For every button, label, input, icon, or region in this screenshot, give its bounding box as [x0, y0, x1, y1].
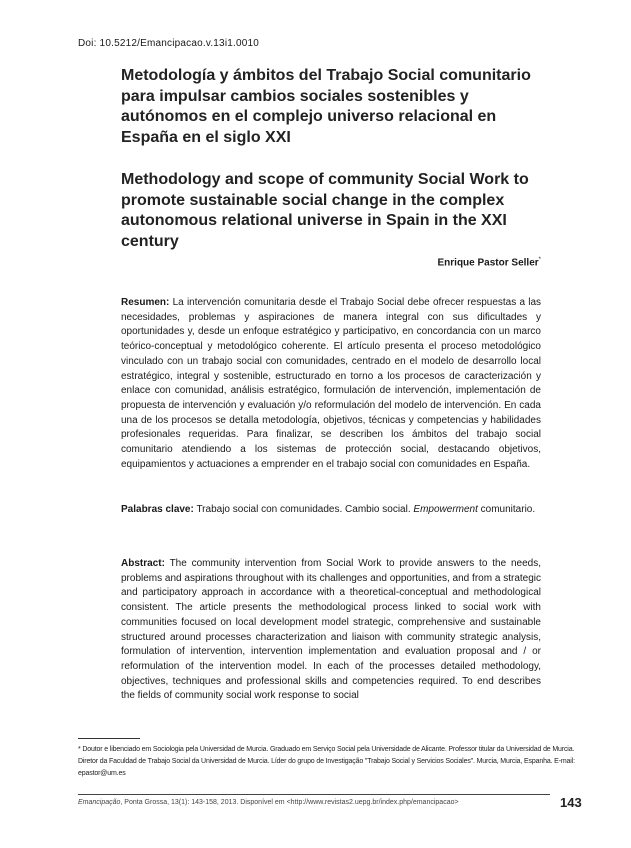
author-name: Enrique Pastor Seller: [437, 257, 539, 269]
keywords-paragraph: [121, 503, 541, 518]
author-line: [438, 257, 542, 268]
footer-citation: [78, 799, 459, 806]
abstract-label: Abstract:: [121, 558, 165, 569]
resumen-text: La intervención comunitaria desde el Trabajo Social debe ofrecer respuestas a las necesidades, problemas y aspiraciones de manera integral con sus dificultades y oportunidades y, desde un enfoque estratégico y participativo, en concordancia con un marco teórico-conceptual y metodológico coherente. El artículo presenta el proceso metodológico vinculado con un trabajo social con comunidades, centrado en el modelo de desarrollo local estratégico, integral y sostenible, estructurado en torno a los procesos de caracterización y enlace con comunidad, análisis estratégico, formulación de intervención, implementación de propuesta de intervención y evaluación y/o reformulación del modelo de intervención. En cada una de los procesos se detalla metodología, objetivos, técnicas y competencias y habilidades profesionales requeridas. Para finalizar, se describen los ámbitos del trabajo social comunitario atendiendo a los sistemas de protección social, destacando objetivos, equipamientos y actuaciones a emprender en el trabajo social con comunidades en España.: [121, 297, 542, 470]
keywords-text-end: comunitario.: [480, 504, 536, 515]
resumen-paragraph: [121, 296, 541, 472]
keywords-italic: Empowerment: [413, 504, 478, 515]
article-title-english: Methodology and scope of community Social Work to promote sustainable social change in the complex autonomous relational universe in Spain in the XXI century: [121, 171, 529, 250]
author-footnote-mark: *: [538, 257, 541, 263]
author-footnote: * Doutor e libenciado em Sociologia pela Universidad de Murcia. Graduado em Serviço Social pela Universidade de Alicante. Professor titular da Universidad de Murcia. Diretor da Faculdad de Trabajo Social da Universidad de Murcia. Líder do grupo de Investigação "Trabajo Social y Servicios Sociales". Murcia, Murcia, Espanha. E-mail: epastor@um.es: [78, 746, 575, 777]
abstract-text: The community intervention from Social Work to provide answers to the needs, problems and aspirations throughout with its challenges and opportunities, and from a strategic and participatory approach in accordance with a theoretical-conceptual and methodological consistent. The article presents the methodological process linked to social work with communities focused on local development model strategic, comprehensive and sustainable structured around processes characterization and liaison with community strategic analysis, formulation of intervention, intervention implementation and evaluation proposal and / or reformulation of the intervention model. In each of the processes detailed methodology, objectives, techniques and professional skills and competencies required. To end describes the fields of community social work response to social: [121, 558, 541, 702]
footnote-divider: [78, 738, 140, 739]
keywords-text: Trabajo social con comunidades. Cambio social.: [196, 504, 411, 515]
footer-journal: Emancipação: [78, 799, 121, 806]
footer-divider: [78, 794, 550, 795]
footer-citation-text: , Ponta Grossa, 13(1): 143-158, 2013. Disponível em <http://www.revistas2.uepg.br/index.php/emancipacao>: [120, 799, 459, 806]
article-title-spanish: Metodología y ámbitos del Trabajo Social comunitario para impulsar cambios sociales sostenibles y autónomos en el complejo universo relacional en España en el siglo XXI: [121, 67, 531, 146]
resumen-label: Resumen:: [121, 297, 170, 308]
keywords-label: Palabras clave:: [121, 504, 194, 515]
page-number: 143: [560, 795, 582, 810]
abstract-paragraph: [121, 557, 541, 704]
doi: Doi: 10.5212/Emancipacao.v.13i1.0010: [78, 38, 260, 49]
